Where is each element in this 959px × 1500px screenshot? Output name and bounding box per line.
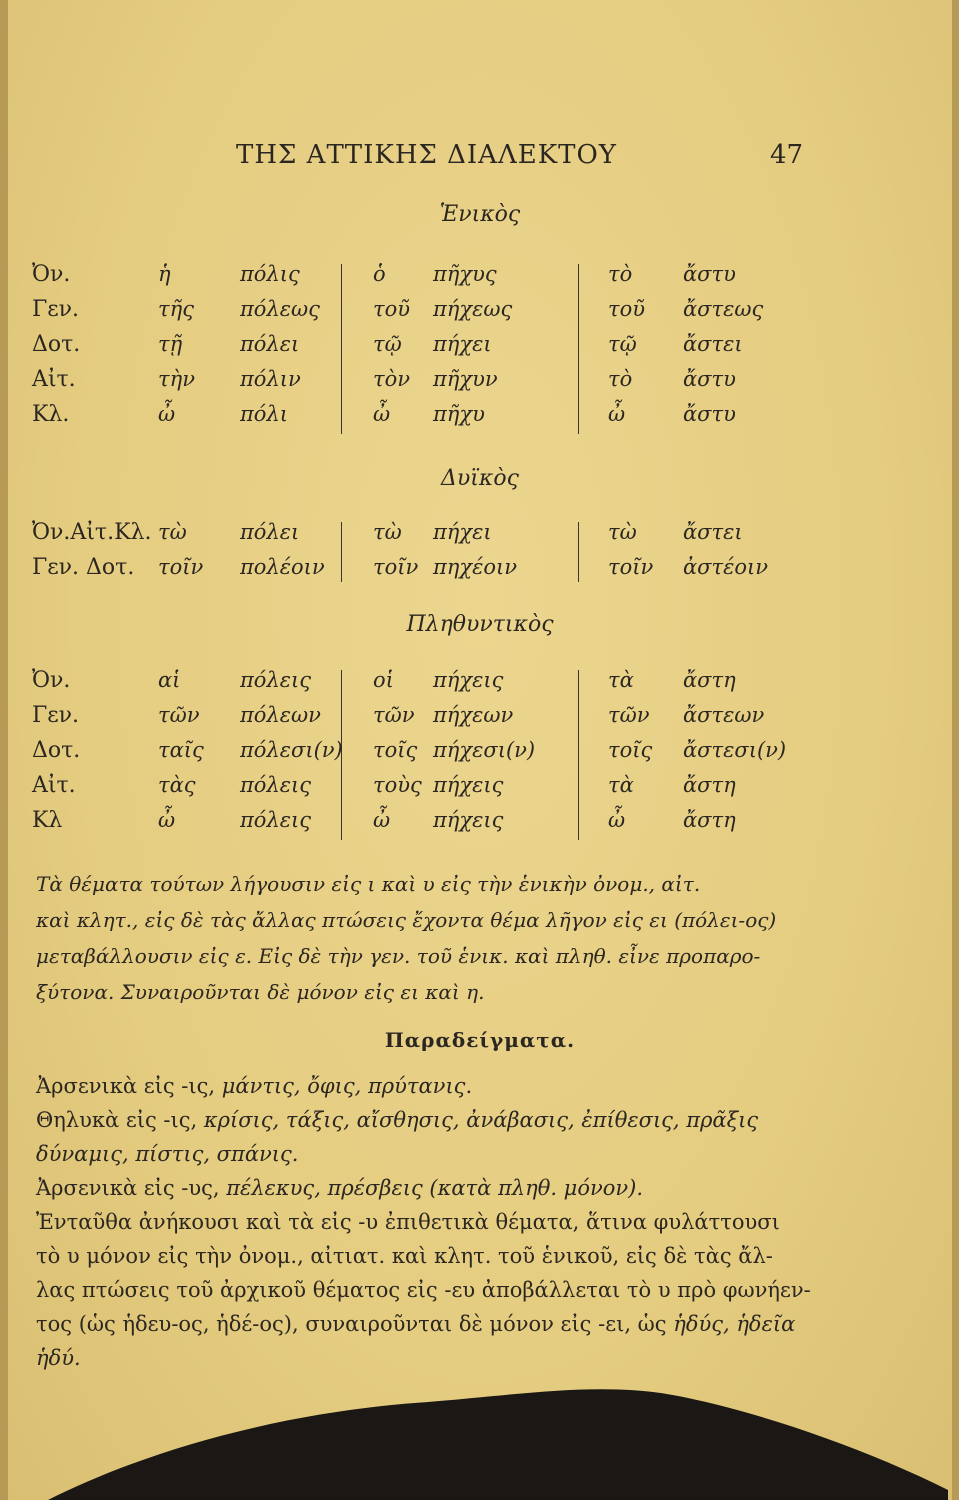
case-label: Αἰτ. xyxy=(32,773,76,798)
declension-form: τὰς xyxy=(158,773,196,797)
declension-form: τὼ xyxy=(373,520,402,544)
declension-form: ἄστυ xyxy=(683,367,736,391)
declension-form: πόλει xyxy=(240,332,300,356)
paragraph-line: ξύτονα. Συναιροῦνται δὲ μόνον εἰς ει καὶ η. xyxy=(36,980,485,1004)
declension-form: πόλεσι(ν) xyxy=(240,738,343,762)
example-words: κρίσις, τάξις, αἴσθησις, ἀνάβασις, ἐπίθεσις, πρᾶξις xyxy=(203,1108,759,1132)
example-words: ἡδύς, ἡδεῖα xyxy=(673,1312,796,1336)
declension-form: τὸ xyxy=(608,262,633,286)
singular-heading: Ἑνικὸς xyxy=(439,202,521,227)
declension-row xyxy=(8,262,952,296)
case-label: Δοτ. xyxy=(32,738,81,763)
declension-form: πόλεως xyxy=(240,297,320,321)
declension-form: ἄστη xyxy=(683,808,736,832)
declension-form: τὴν xyxy=(158,367,195,391)
page-number: 47 xyxy=(770,140,804,170)
example-lead: λας πτώσεις τοῦ ἀρχικοῦ θέματος εἰς -ευ ἀποβάλλεται τὸ υ πρὸ φωνήεν- xyxy=(36,1278,811,1302)
case-label: Ὀν. xyxy=(32,262,71,287)
declension-form: ὁ xyxy=(373,262,386,286)
declension-form: τοῖς xyxy=(373,738,418,762)
running-head xyxy=(8,140,952,176)
example-lead: τὸ υ μόνον εἰς τὴν ὀνομ., αἰτιατ. καὶ κλητ. τοῦ ἑνικοῦ, εἰς δὲ τὰς ἄλ- xyxy=(36,1244,773,1268)
example-lead: Ἐνταῦθα ἀνήκουσι καὶ τὰ εἰς -υ ἐπιθετικὰ θέματα, ἅτινα φυλάττουσι xyxy=(36,1210,780,1234)
declension-form: τῷ xyxy=(373,332,402,356)
example-lead: Ἀρσενικὰ εἰς -ις, xyxy=(36,1074,216,1098)
declension-form: πήχεσι(ν) xyxy=(433,738,536,762)
declension-form: ὦ xyxy=(608,402,626,426)
declension-row xyxy=(8,668,952,702)
declension-form: τὰ xyxy=(608,773,634,797)
declension-form: ἄστει xyxy=(683,332,743,356)
declension-form: τοὺς xyxy=(373,773,422,797)
case-label: Κλ. xyxy=(32,402,70,427)
declension-form: τὰ xyxy=(608,668,634,692)
declension-form: πῆχυν xyxy=(433,367,498,391)
declension-form: τῆς xyxy=(158,297,194,321)
declension-form: πόλει xyxy=(240,520,300,544)
declension-form: ἡ xyxy=(158,262,171,286)
declension-row xyxy=(8,808,952,842)
declension-form: τῶν xyxy=(158,703,200,727)
declension-form: πήχεις xyxy=(433,668,504,692)
declension-form: τῶν xyxy=(373,703,415,727)
paragraph-line: μεταβάλλουσιν εἰς ε. Εἰς δὲ τὴν γεν. τοῦ ἑνικ. καὶ πληθ. εἶνε προπαρο- xyxy=(36,944,761,968)
declension-form: πήχει xyxy=(433,332,492,356)
example-words: πέλεκυς, πρέσβεις (κατὰ πληθ. μόνον). xyxy=(226,1176,644,1200)
declension-form: πόλεις xyxy=(240,773,312,797)
paragraph-line: Τὰ θέματα τούτων λήγουσιν εἰς ι καὶ υ εἰς τὴν ἑνικὴν ὀνομ., αἰτ. xyxy=(36,872,701,896)
example-words: δύναμις, πίστις, σπάνις. xyxy=(36,1142,299,1166)
example-line xyxy=(36,1278,811,1302)
declension-form: τῶν xyxy=(608,703,650,727)
declension-form: πόλι xyxy=(240,402,288,426)
case-label: Αἰτ. xyxy=(32,367,76,392)
declension-form: τὼ xyxy=(608,520,637,544)
example-line xyxy=(36,1210,780,1234)
declension-form: πήχεως xyxy=(433,297,513,321)
declension-form: πήχεις xyxy=(433,773,504,797)
declension-row xyxy=(8,773,952,807)
declension-form: ὦ xyxy=(373,402,391,426)
declension-form: τοῖς xyxy=(608,738,653,762)
declension-form: ἄστη xyxy=(683,668,736,692)
declension-form: αἱ xyxy=(158,668,181,692)
declension-row xyxy=(8,520,952,554)
example-line xyxy=(36,1142,298,1166)
declension-form: ἄστεσι(ν) xyxy=(683,738,787,762)
declension-form: ἄστη xyxy=(683,773,736,797)
declension-form: τοῦ xyxy=(608,297,646,321)
dual-heading: Δυϊκὸς xyxy=(441,466,519,491)
case-label: Ὀν.Αἰτ.Κλ. xyxy=(32,520,152,545)
declension-row xyxy=(8,297,952,331)
declension-form: πήχει xyxy=(433,520,492,544)
example-line xyxy=(36,1176,643,1200)
example-lead: τος (ὡς ἡδευ-ος, ἡδέ-ος), συναιροῦνται δὲ μόνον εἰς -ει, ὡς xyxy=(36,1312,667,1336)
plural-heading: Πληθυντικὸς xyxy=(406,612,554,637)
case-label: Γεν. xyxy=(32,297,80,322)
case-label: Γεν. xyxy=(32,703,80,728)
declension-form: πηχέοιν xyxy=(433,555,518,579)
page-shadow xyxy=(48,1340,948,1500)
declension-form: πόλεις xyxy=(240,808,312,832)
explanation-paragraph xyxy=(36,866,816,1010)
declension-form: ἀστέοιν xyxy=(683,555,769,579)
declension-form: πόλεων xyxy=(240,703,321,727)
declension-form: τῇ xyxy=(158,332,183,356)
example-line xyxy=(36,1244,773,1268)
declension-form: πῆχυς xyxy=(433,262,497,286)
declension-row xyxy=(8,703,952,737)
declension-form: τὸν xyxy=(373,367,411,391)
declension-form: πόλις xyxy=(240,262,300,286)
declension-form: ἄστεων xyxy=(683,703,765,727)
declension-form: ὦ xyxy=(373,808,391,832)
example-words: ἡδύ. xyxy=(36,1346,81,1370)
declension-form: ἄστυ xyxy=(683,402,736,426)
declension-form: πόλεις xyxy=(240,668,312,692)
declension-form: πόλιν xyxy=(240,367,301,391)
declension-row xyxy=(8,332,952,366)
declension-row xyxy=(8,738,952,772)
declension-form: τοῖν xyxy=(158,555,204,579)
declension-form: ταῖς xyxy=(158,738,204,762)
declension-form: τοῖν xyxy=(373,555,419,579)
declension-form: τὸ xyxy=(608,367,633,391)
examples-title: Παραδείγματα. xyxy=(384,1028,576,1052)
declension-form: ἄστει xyxy=(683,520,743,544)
book-page xyxy=(8,0,952,1500)
declension-form: πήχεων xyxy=(433,703,514,727)
declension-row xyxy=(8,367,952,401)
declension-form: ἄστυ xyxy=(683,262,736,286)
example-lead: Θηλυκὰ εἰς -ις, xyxy=(36,1108,198,1132)
case-label: Δοτ. xyxy=(32,332,81,357)
declension-form: ὦ xyxy=(158,402,176,426)
case-label: Γεν. Δοτ. xyxy=(32,555,135,580)
declension-form: ἄστεως xyxy=(683,297,764,321)
declension-form: ὦ xyxy=(158,808,176,832)
running-title: ΤΗΣ ΑΤΤΙΚΗΣ ΔΙΑΛΕΚΤΟΥ xyxy=(236,140,617,170)
declension-form: τὼ xyxy=(158,520,187,544)
example-line xyxy=(36,1312,795,1336)
paragraph-line: καὶ κλητ., εἰς δὲ τὰς ἄλλας πτώσεις ἔχοντα θέμα λῆγον εἰς ει (πόλει-ος) xyxy=(36,908,777,932)
declension-row xyxy=(8,402,952,436)
declension-form: τοῖν xyxy=(608,555,654,579)
example-words: μάντις, ὄφις, πρύτανις. xyxy=(221,1074,473,1098)
declension-form: πήχεις xyxy=(433,808,504,832)
declension-form: τοῦ xyxy=(373,297,411,321)
declension-form: οἱ xyxy=(373,668,394,692)
case-label: Ὀν. xyxy=(32,668,71,693)
case-label: Κλ xyxy=(32,808,63,833)
declension-form: πολέοιν xyxy=(240,555,325,579)
example-line xyxy=(36,1074,472,1098)
declension-row xyxy=(8,555,952,589)
declension-form: πῆχυ xyxy=(433,402,485,426)
example-line xyxy=(36,1108,758,1132)
example-lead: Ἀρσενικὰ εἰς -υς, xyxy=(36,1176,220,1200)
declension-form: ὦ xyxy=(608,808,626,832)
declension-form: τῷ xyxy=(608,332,637,356)
